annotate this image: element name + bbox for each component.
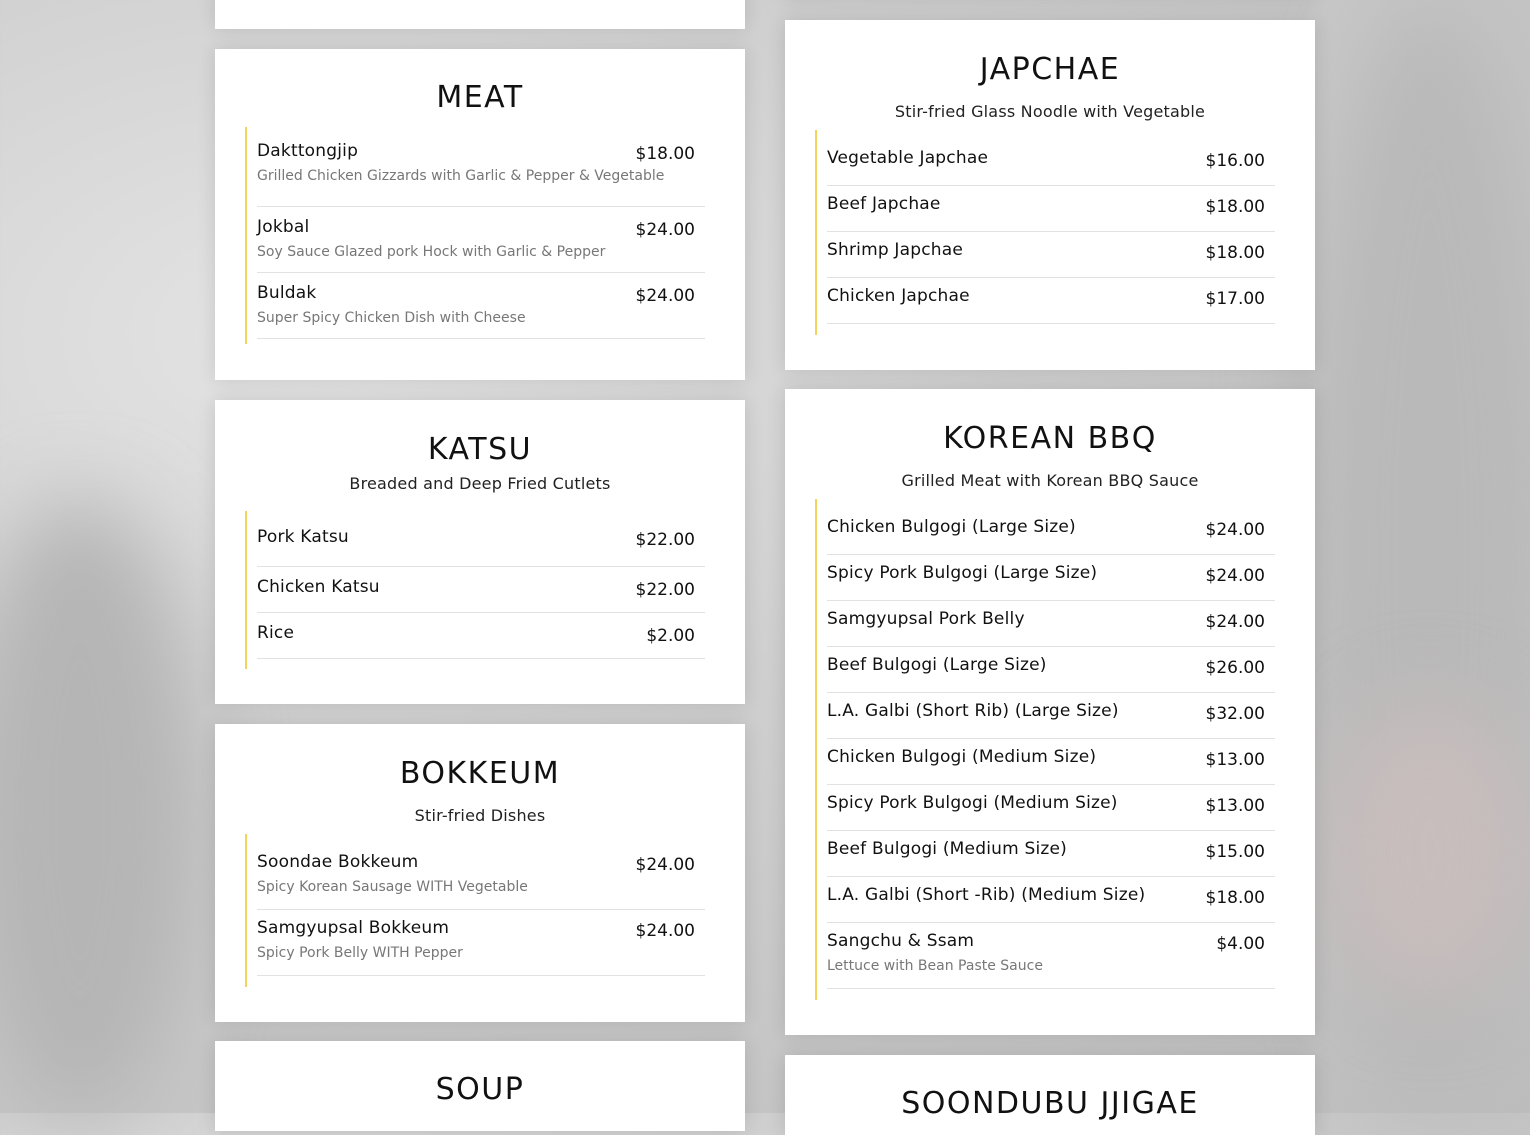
background-blur bbox=[1330, 700, 1530, 1000]
item-name: Chicken Katsu bbox=[257, 577, 380, 597]
item-price: $32.00 bbox=[1205, 704, 1265, 724]
item-price: $24.00 bbox=[1205, 566, 1265, 586]
menu-card-bokkeum bbox=[215, 724, 745, 1022]
item-price: $22.00 bbox=[635, 580, 695, 600]
item-name: Samgyupsal Pork Belly bbox=[827, 609, 1025, 629]
menu-item-list bbox=[245, 834, 705, 987]
item-name: Vegetable Japchae bbox=[827, 148, 989, 168]
item-price: $24.00 bbox=[1205, 520, 1265, 540]
item-name: Beef Japchae bbox=[827, 194, 941, 214]
card-title: KOREAN BBQ bbox=[943, 421, 1157, 456]
menu-item bbox=[827, 747, 1275, 785]
menu-item bbox=[827, 885, 1275, 923]
menu-item bbox=[827, 148, 1275, 186]
menu-item bbox=[257, 527, 705, 567]
item-name: Dakttongjip bbox=[257, 141, 359, 161]
menu-item-list bbox=[815, 499, 1275, 1000]
item-name: Chicken Bulgogi (Medium Size) bbox=[827, 747, 1097, 767]
item-description: Grilled Chicken Gizzards with Garlic & Pepper & Vegetable bbox=[257, 168, 665, 184]
menu-item-list bbox=[815, 130, 1275, 335]
menu-item bbox=[257, 918, 705, 976]
card-subtitle: Breaded and Deep Fried Cutlets bbox=[349, 474, 611, 493]
menu-item bbox=[827, 240, 1275, 278]
item-price: $18.00 bbox=[1205, 197, 1265, 217]
menu-card-katsu bbox=[215, 400, 745, 704]
menu-item bbox=[827, 793, 1275, 831]
item-price: $17.00 bbox=[1205, 289, 1265, 309]
menu-item bbox=[827, 931, 1275, 989]
menu-item bbox=[827, 517, 1275, 555]
item-name: Soondae Bokkeum bbox=[257, 852, 419, 872]
menu-item bbox=[827, 839, 1275, 877]
card-title: MEAT bbox=[436, 80, 524, 115]
menu-card-meat bbox=[215, 49, 745, 380]
menu-item bbox=[827, 194, 1275, 232]
item-description: Spicy Pork Belly WITH Pepper bbox=[257, 945, 463, 961]
menu-item bbox=[257, 217, 705, 273]
item-name: Shrimp Japchae bbox=[827, 240, 964, 260]
item-price: $24.00 bbox=[1205, 612, 1265, 632]
item-price: $15.00 bbox=[1205, 842, 1265, 862]
item-price: $4.00 bbox=[1216, 934, 1265, 954]
menu-item bbox=[257, 623, 705, 659]
menu-item bbox=[257, 852, 705, 910]
background-blur bbox=[0, 500, 200, 1120]
item-price: $24.00 bbox=[635, 855, 695, 875]
item-name: Samgyupsal Bokkeum bbox=[257, 918, 450, 938]
item-price: $13.00 bbox=[1205, 750, 1265, 770]
menu-item-list bbox=[245, 511, 705, 669]
item-name: L.A. Galbi (Short -Rib) (Medium Size) bbox=[827, 885, 1146, 905]
menu-card-soondubu bbox=[785, 1055, 1315, 1135]
item-name: Spicy Pork Bulgogi (Medium Size) bbox=[827, 793, 1118, 813]
card-subtitle: Stir-fried Glass Noodle with Vegetable bbox=[894, 102, 1206, 121]
menu-card-japchae bbox=[785, 20, 1315, 370]
item-name: Buldak bbox=[257, 283, 317, 303]
item-price: $24.00 bbox=[635, 921, 695, 941]
card-title: KATSU bbox=[427, 432, 533, 467]
menu-item bbox=[827, 609, 1275, 647]
item-price: $24.00 bbox=[635, 220, 695, 240]
item-name: Chicken Bulgogi (Large Size) bbox=[827, 517, 1076, 537]
card-title: SOONDUBU JJIGAE bbox=[901, 1086, 1199, 1121]
item-name: L.A. Galbi (Short Rib) (Large Size) bbox=[827, 701, 1119, 721]
menu-item bbox=[257, 577, 705, 613]
card-title: BOKKEUM bbox=[399, 756, 561, 791]
menu-item bbox=[827, 563, 1275, 601]
item-price: $13.00 bbox=[1205, 796, 1265, 816]
item-price: $18.00 bbox=[1205, 888, 1265, 908]
menu-item bbox=[827, 655, 1275, 693]
item-name: Beef Bulgogi (Medium Size) bbox=[827, 839, 1067, 859]
item-description: Super Spicy Chicken Dish with Cheese bbox=[257, 310, 526, 326]
item-name: Beef Bulgogi (Large Size) bbox=[827, 655, 1047, 675]
menu-item bbox=[827, 286, 1275, 324]
item-price: $22.00 bbox=[635, 530, 695, 550]
item-name: Spicy Pork Bulgogi (Large Size) bbox=[827, 563, 1098, 583]
menu-card-partial-top bbox=[215, 0, 745, 29]
item-description: Soy Sauce Glazed pork Hock with Garlic & Pepper bbox=[257, 244, 606, 260]
item-price: $16.00 bbox=[1205, 151, 1265, 171]
item-price: $24.00 bbox=[635, 286, 695, 306]
menu-item-list bbox=[245, 127, 705, 344]
item-price: $26.00 bbox=[1205, 658, 1265, 678]
menu-card-soup bbox=[215, 1041, 745, 1131]
menu-item bbox=[257, 283, 705, 339]
item-name: Rice bbox=[257, 623, 295, 643]
card-subtitle: Stir-fried Dishes bbox=[414, 806, 546, 825]
item-name: Chicken Japchae bbox=[827, 286, 970, 306]
item-description: Spicy Korean Sausage WITH Vegetable bbox=[257, 879, 528, 895]
item-description: Lettuce with Bean Paste Sauce bbox=[827, 958, 1043, 974]
card-title: SOUP bbox=[435, 1072, 525, 1107]
card-subtitle: Grilled Meat with Korean BBQ Sauce bbox=[901, 471, 1199, 490]
menu-item bbox=[827, 701, 1275, 739]
item-price: $18.00 bbox=[635, 144, 695, 164]
menu-item bbox=[257, 141, 705, 207]
item-name: Jokbal bbox=[257, 217, 310, 237]
item-price: $18.00 bbox=[1205, 243, 1265, 263]
menu-card-korean-bbq bbox=[785, 389, 1315, 1035]
item-name: Sangchu & Ssam bbox=[827, 931, 975, 951]
card-title: JAPCHAE bbox=[979, 52, 1121, 87]
item-name: Pork Katsu bbox=[257, 527, 349, 547]
item-price: $2.00 bbox=[646, 626, 695, 646]
